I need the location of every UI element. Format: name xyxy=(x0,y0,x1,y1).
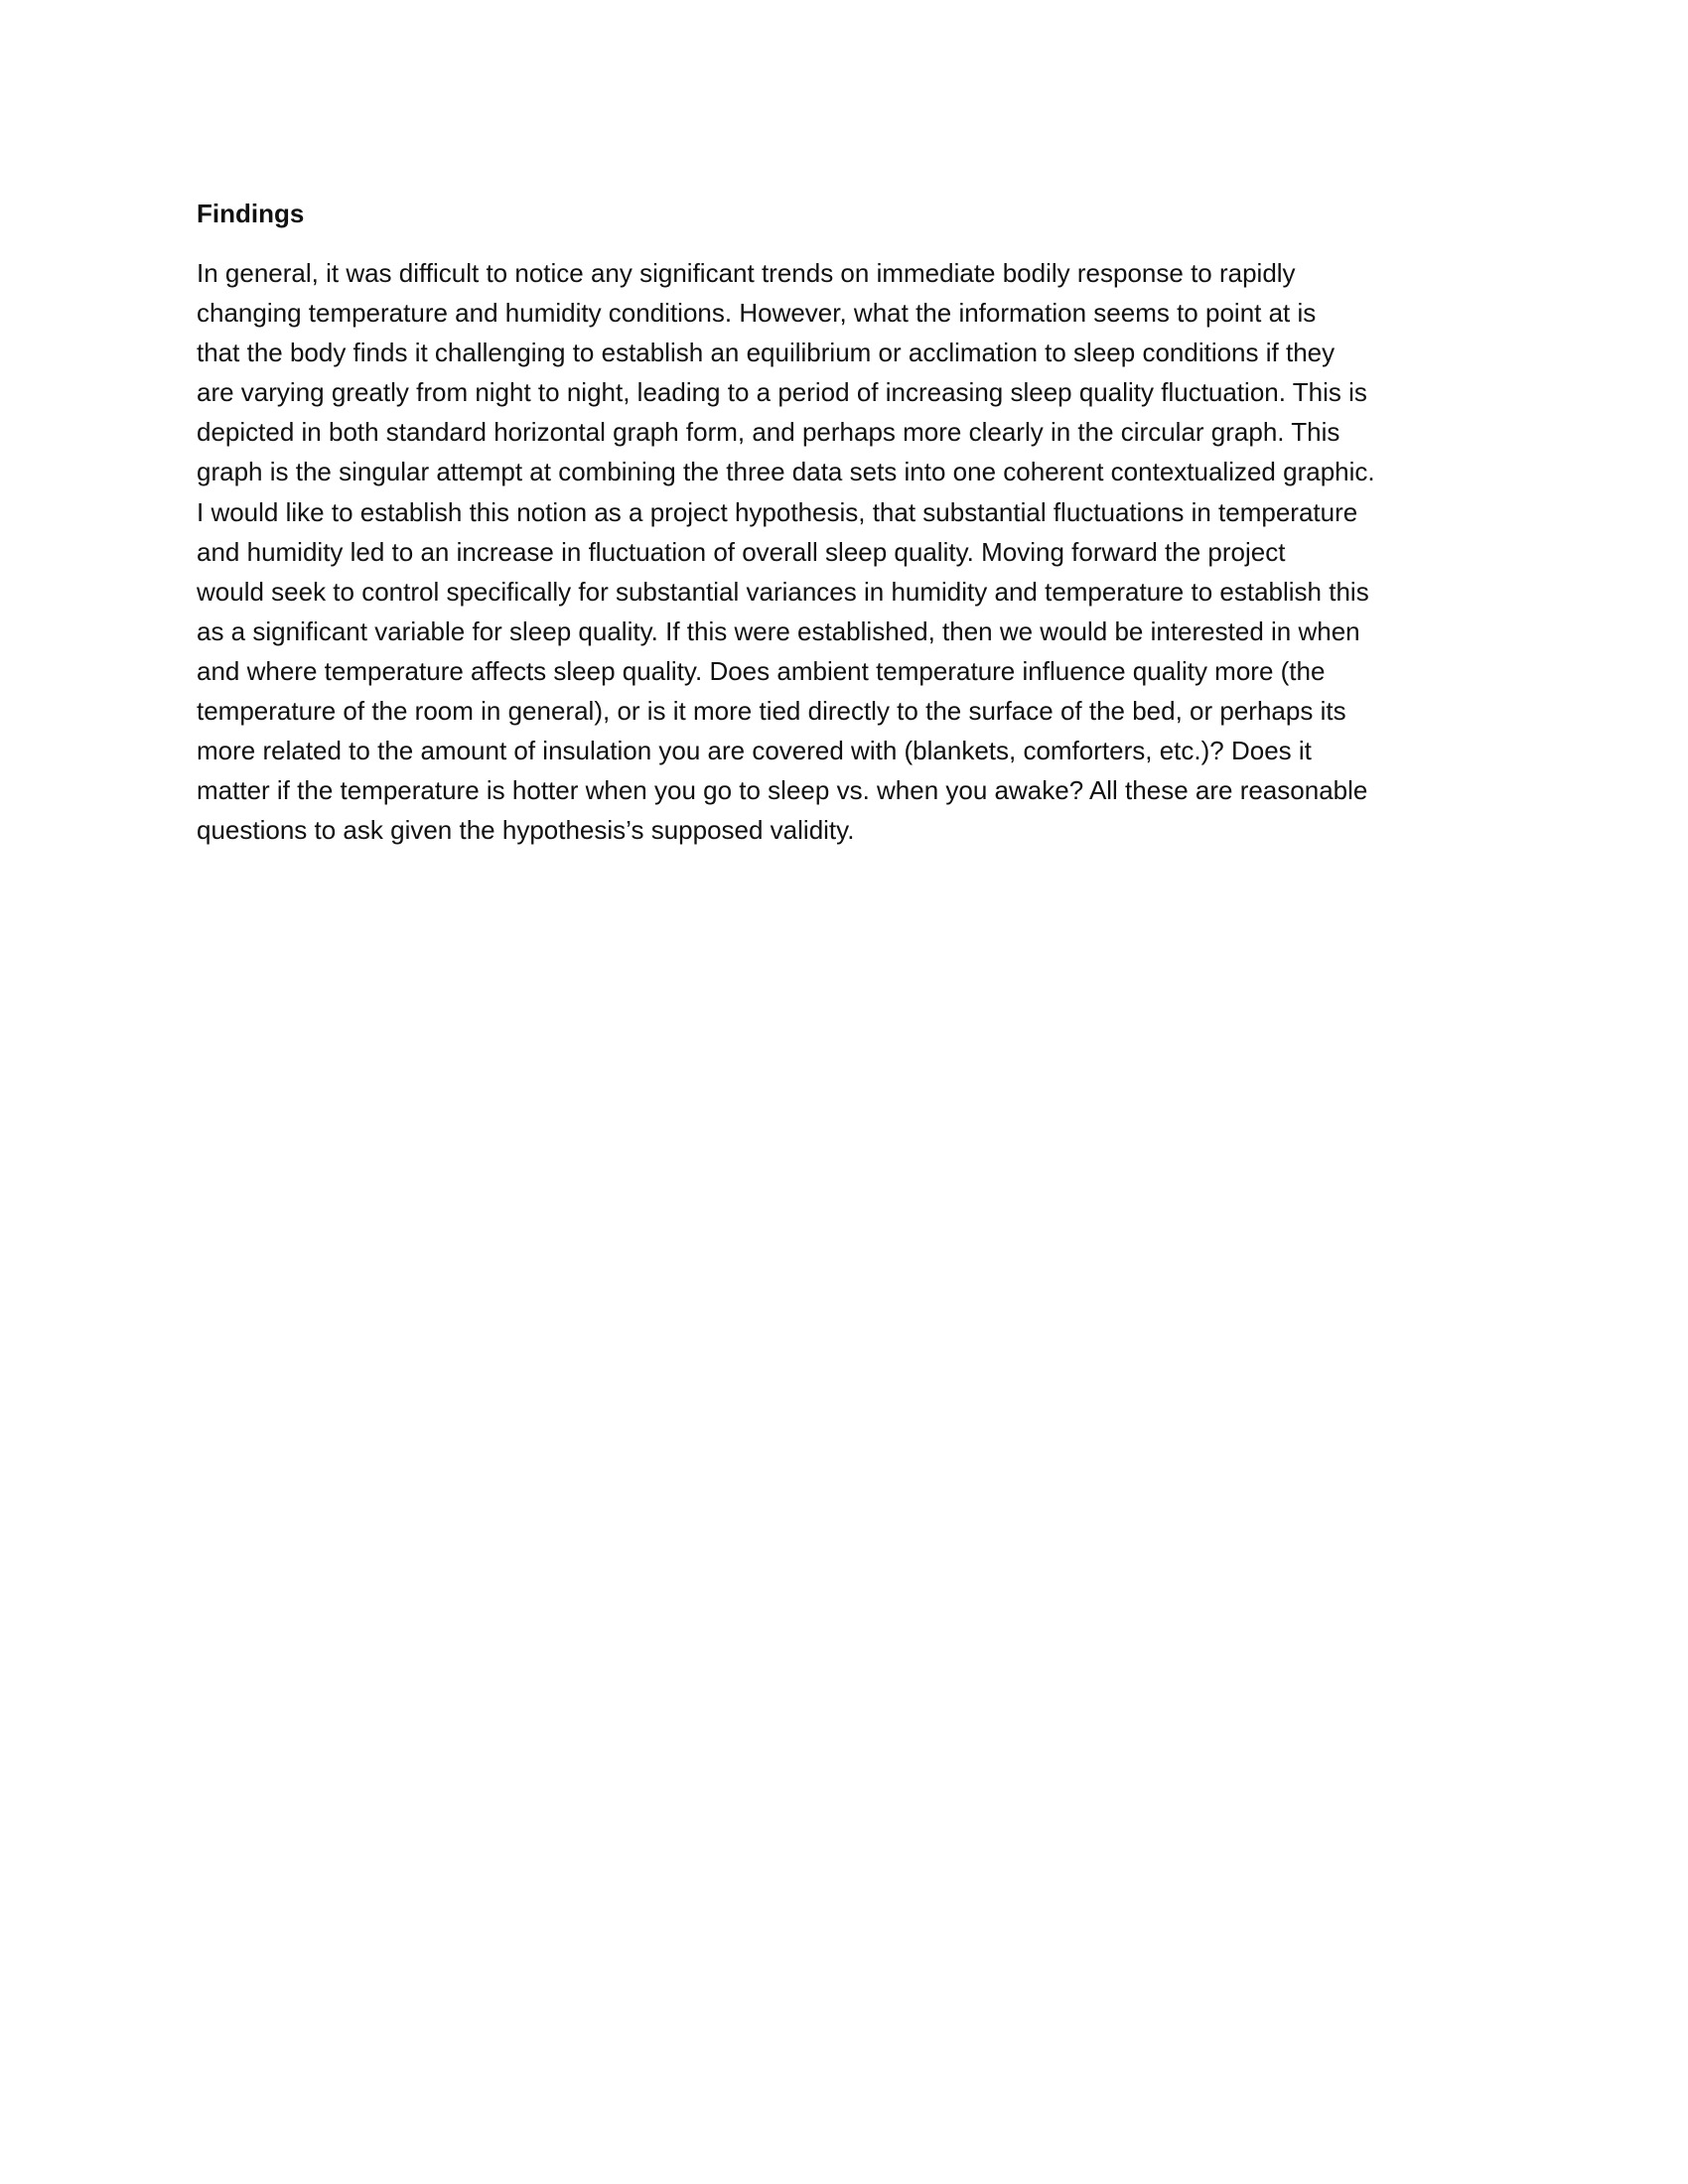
paragraph-line: changing temperature and humidity conditions. However, what the information seems to point at is xyxy=(197,298,1317,329)
section-heading: Findings xyxy=(197,199,305,228)
paragraph-line: In general, it was difficult to notice any significant trends on immediate bodily response to rapidly xyxy=(197,258,1296,288)
paragraph-line: and humidity led to an increase in fluctuation of overall sleep quality. Moving forward the project xyxy=(197,536,1286,567)
paragraph-line: would seek to control specifically for substantial variances in humidity and temperature to establish this xyxy=(197,576,1369,607)
paragraph-line: that the body finds it challenging to establish an equilibrium or acclimation to sleep conditions if they xyxy=(197,338,1336,368)
paragraph-line: and where temperature affects sleep quality. Does ambient temperature influence quality more (the xyxy=(197,655,1326,686)
paragraph-line: temperature of the room in general), or is it more tied directly to the surface of the bed, or perhaps its xyxy=(197,696,1346,727)
paragraph-line: I would like to establish this notion as a project hypothesis, that substantial fluctuations in temperature xyxy=(197,496,1358,527)
paragraph-line: matter if the temperature is hotter when you go to sleep vs. when you awake? All these are reasonable xyxy=(197,775,1368,806)
paragraph-line: questions to ask given the hypothesis’s supposed validity. xyxy=(197,815,855,846)
paragraph-line: as a significant variable for sleep quality. If this were established, then we would be interested in when xyxy=(197,615,1360,646)
paragraph-line: graph is the singular attempt at combining the three data sets into one coherent contextualized graphic. xyxy=(197,457,1375,487)
paragraph-line: depicted in both standard horizontal graph form, and perhaps more clearly in the circular graph. This xyxy=(197,417,1340,448)
paragraph-line: more related to the amount of insulation you are covered with (blankets, comforters, etc.)? Does it xyxy=(197,736,1312,766)
findings-paragraph xyxy=(197,253,1497,850)
paragraph-line: are varying greatly from night to night, leading to a period of increasing sleep quality fluctuation. This is xyxy=(197,377,1367,408)
document-body xyxy=(197,194,1497,850)
